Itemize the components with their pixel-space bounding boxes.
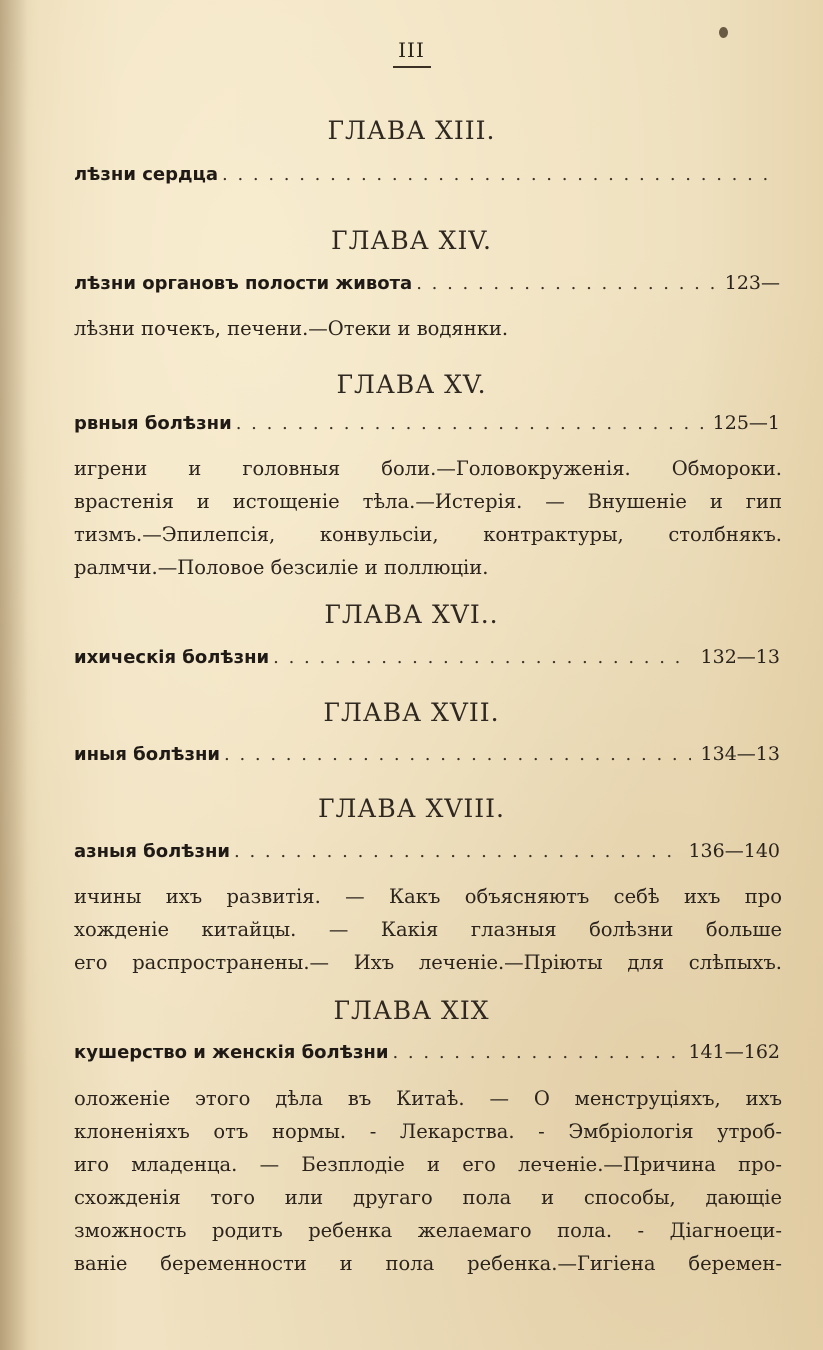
chapter-17-title: иныя болѣзни [74,744,221,765]
chapter-16-title: ихическія болѣзни [74,647,270,668]
chapter-19-title: кушерство и женскія болѣзни [74,1042,389,1063]
page-number-rule [393,66,431,68]
description-line: иго младенца. — Безплодіе и его леченіе.—Причина про- [74,1153,782,1176]
chapter-15-description [74,452,782,584]
chapter-15-heading: ГЛАВА XV. [336,370,487,399]
chapter-18-description [74,880,782,979]
description-line: его распространены.— Ихъ леченіе.—Пріюты для слѣпыхъ. [74,951,782,974]
chapter-14-title: лѣзни органовъ полости живота [74,273,413,294]
description-line: игрени и головныя боли.—Головокруженія. Обмороки. [74,457,782,480]
chapter-15-pages: 125—1 [712,412,780,434]
description-line: хожденіе китайцы. — Какія глазныя болѣзни больше [74,918,782,941]
chapter-15-entry [74,412,780,442]
chapter-19-entry [74,1041,780,1071]
chapter-13-title: лѣзни сердца [74,164,218,185]
chapter-13-entry [74,164,780,194]
chapter-14-description [74,312,782,345]
description-line: ваніе беременности и пола ребенка.—Гигіена беремен- [74,1252,782,1275]
dot-leader [412,273,715,294]
ink-spot [719,27,728,38]
chapter-18-entry [74,840,780,870]
chapter-18-pages: 136—140 [688,840,780,862]
chapter-18-heading: ГЛАВА XVIII. [317,794,506,823]
dot-leader [269,647,690,668]
chapter-19-pages: 141—162 [688,1041,780,1063]
chapter-14-entry [74,272,780,302]
description-line: тизмъ.—Эпилепсія, конвульсіи, контрактуры, столбнякъ. [74,523,782,546]
chapter-14-heading: ГЛАВА XIV. [331,226,492,255]
chapter-15-title: рвныя болѣзни [74,413,232,434]
chapter-16-heading: ГЛАВА XVI.. [324,600,499,629]
chapter-19-heading: ГЛАВА XIX [333,996,490,1025]
description-line: врастенія и истощеніе тѣла.—Истерія. — Внушеніе и гип [74,490,782,513]
description-line: лѣзни почекъ, печени.—Отеки и водянки. [74,317,509,340]
dot-leader [230,841,678,862]
description-line: зможность родить ребенка желаемаго пола. - Діагноеци- [74,1219,782,1242]
description-line: схожденія того или другаго пола и способы, дающіе [74,1186,782,1209]
chapter-17-heading: ГЛАВА XVII. [323,698,500,727]
description-line: ичины ихъ развитія. — Какъ объясняютъ себѣ ихъ про [74,885,782,908]
chapter-14-pages: 123— [724,272,780,294]
dot-leader [388,1042,678,1063]
chapter-17-entry [74,743,780,773]
page-edge-shadow [0,0,28,1350]
chapter-16-pages: 132—13 [700,646,780,668]
chapter-13-heading: ГЛАВА XIII. [327,116,496,145]
page-number: III [398,38,425,62]
dot-leader [232,413,703,434]
dot-leader [218,164,770,185]
dot-leader [220,744,691,765]
chapter-17-pages: 134—13 [700,743,780,765]
description-line: клоненіяхъ отъ нормы. - Лекарства. - Эмбріологія утроб- [74,1120,782,1143]
description-line: оложеніе этого дѣла въ Китаѣ. — О менструціяхъ, ихъ [74,1087,782,1110]
chapter-16-entry [74,646,780,676]
description-line: ралмчи.—Половое безсиліе и поллюціи. [74,556,489,579]
chapter-18-title: азныя болѣзни [74,841,231,862]
chapter-19-description [74,1082,782,1280]
